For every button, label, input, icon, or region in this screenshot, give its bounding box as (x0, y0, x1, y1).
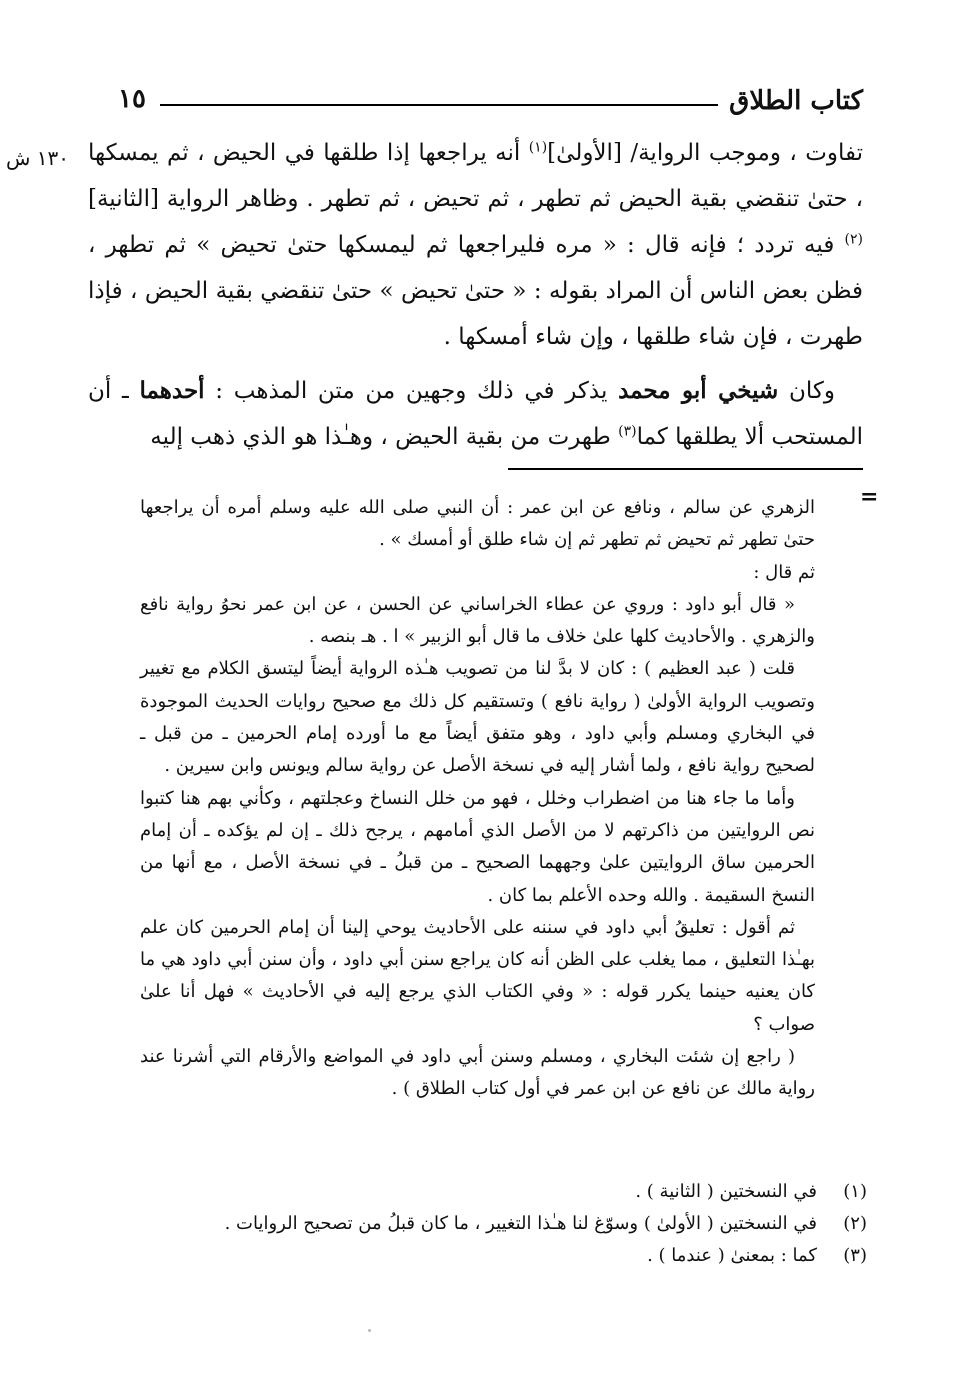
footnote-text: في النسختين ( الأولىٰ ) وسوّغ لنا هـٰذا التغيير ، ما كان قبلُ من تصحيح الروايات . (224, 1213, 817, 1234)
print-speck (368, 1329, 371, 1332)
footnote-list (140, 1176, 867, 1272)
footnote-number: (٢) (843, 1213, 867, 1234)
footnote-text: كما : بمعنىٰ ( عندما ) . (647, 1245, 817, 1266)
main-p2-part-c: ـ أن المستحب ألا يطلقها كما (88, 378, 863, 450)
footnote-paragraph: وأما ما جاء هنا من اضطراب وخلل ، فهو من خلل النساخ وعجلتهم ، وكأني بهم هنا كتبوا نص الروايتين من ذاكرتهم لا من الأصل الذي أمامهم ، يرجح ذلك ـ إن لم يؤكده ـ أن إمام الحرمين ساق الروايتين علىٰ وجههما الصحيح ـ من قبلُ ـ في نسخة الأصل ، مع أنها من النسخ السقيمة . والله وحده الأعلم بما كان . (140, 787, 815, 906)
main-p1-part-a: تفاوت ، وموجب الرواية/ [الأولىٰ] (547, 140, 864, 166)
footnote-text: في النسختين ( الثانية ) . (635, 1181, 817, 1202)
footnote-number: (١) (843, 1181, 867, 1202)
footnote-paragraph: قلت ( عبد العظيم ) : كان لا بدَّ لنا من تصويب هـٰذه الرواية أيضاً ليتسق الكلام مع تغيير وتصويب الرواية الأولىٰ ( رواية نافع ) وتستقيم كل ذلك مع صحيح روايات الحديث الموجودة في البخاري ومسلم وأبي داود ، وهو متفق أيضاً مع ما أورده إمام الحرمين ـ من قبل ـ لصحيح رواية نافع ، ولما أشار إليه في نسخة الأصل عن رواية سالم ويونس وابن سيرين . (140, 658, 815, 777)
footnote-number: (٣) (843, 1245, 867, 1266)
footnote-item (140, 1208, 867, 1240)
page-number: ١٥ (118, 84, 146, 114)
main-p1-part-c: فيه تردد ؛ فإنه قال : « مره فليراجعها ثم ليمسكها حتىٰ تحيض » ثم تطهر ، فظن بعض الناس أن المراد بقوله : « حتىٰ تحيض » حتىٰ تنقضي بقية الحيض ، فإذا طهرت ، فإن شاء طلقها ، وإن شاء أمسكها . (88, 232, 863, 350)
footnote-item (140, 1176, 867, 1208)
continuation-mark: = (860, 484, 879, 510)
footnote-paragraph: « قال أبو داود : وروي عن عطاء الخراساني عن الحسن ، عن ابن عمر نحوُ رواية نافع والزهري . والأحاديث كلها علىٰ خلاف ما قال أبو الزبير » ا . هـ بنصه . (140, 593, 815, 648)
running-header-title: كتاب الطلاق (729, 86, 863, 116)
footnote-paragraph: ثم أقول : تعليقُ أبي داود في سننه على الأحاديث يوحي إلينا أن إمام الحرمين كان علم بهـٰذا التعليق ، مما يغلب على الظن أنه كان يراجع سنن أبي داود ، وأن سنن أبي داود هي ما كان يعنيه حينما يكرر قوله : « وفي الكتاب الذي يرجع إليه في الأحاديث » فهل أنا علىٰ صواب ؟ (140, 916, 815, 1035)
main-text (88, 130, 863, 460)
main-p2-part-d: طهرت من بقية الحيض ، وهـٰذا هو الذي ذهب إليه (150, 424, 619, 450)
footnote-ref-3: (٣) (618, 423, 637, 440)
margin-manuscript-folio-note: ١٣٠ ش (6, 146, 70, 170)
main-p2-bold-first: أحدهما (139, 377, 205, 404)
main-p2-part-a: وكان (778, 378, 835, 404)
main-p1-part-b: أنه يراجعها إذا طلقها في الحيض ، ثم يمسكها ، حتىٰ تنقضي بقية الحيض ثم تطهر ، ثم تحيض ، ثم تطهر . وظاهر الرواية [الثانية] (88, 140, 863, 212)
main-paragraph-2 (88, 368, 863, 460)
footnote-item (140, 1240, 867, 1272)
footnote-separator-rule (508, 468, 863, 470)
footnote-ref-2: (٢) (844, 231, 863, 248)
main-p2-part-b: يذكر في ذلك وجهين من متن المذهب : (204, 378, 619, 404)
footnote-paragraph: ( راجع إن شئت البخاري ، ومسلم وسنن أبي داود في المواضع والأرقام التي أشرنا عند رواية مالك عن نافع عن ابن عمر في أول كتاب الطلاق ) . (140, 1046, 815, 1100)
footnote-ref-1: (١) (528, 139, 548, 156)
main-p2-bold-sheikh: شيخي أبو محمد (618, 377, 779, 404)
footnote-continuation-body (140, 492, 815, 1106)
main-paragraph-1 (88, 130, 863, 360)
footnote-paragraph: الزهري عن سالم ، ونافع عن ابن عمر : أن النبي صلى الله عليه وسلم أمره أن يراجعها حتىٰ تطهر ثم تحيض ثم تطهر ثم إن شاء طلق أو أمسك » . (140, 497, 815, 551)
header-rule (160, 104, 718, 106)
footnote-paragraph: ثم قال : (753, 561, 815, 583)
